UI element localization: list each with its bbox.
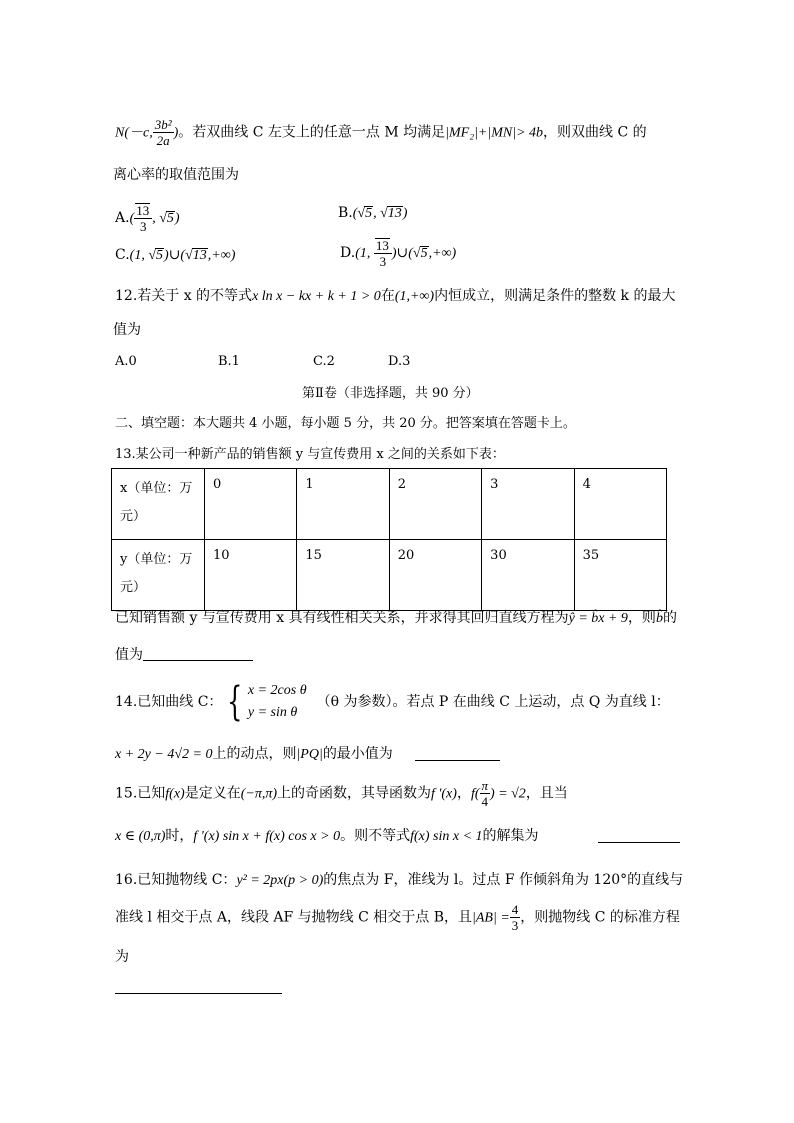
q13-line1: 已知销售额 y 与宣传费用 x 具有线性相关关系，并求得其回归直线方程为ŷ = b̂x + 9，则b̂的	[115, 610, 677, 626]
q16-line2: 准线 l 相交于点 A，线段 AF 与抛物线 C 相交于点 B，且|AB| = $\frac{4}{3}$ ，则抛物线 C 的标准方程	[115, 902, 680, 933]
q13-answer-blank[interactable]	[143, 660, 253, 661]
q15-line1: 15.已知f(x)是定义在(−π,π)上的奇函数，其导函数为f '(x)，f( $\frac{\pi}{4}$ ) = √2，且当	[115, 778, 568, 809]
table-row	[112, 469, 667, 540]
table-cell: 10	[205, 540, 297, 611]
q11-line2: 离心率的取值范围为	[113, 167, 239, 183]
section-title: 第Ⅱ卷（非选择题，共 90 分）	[302, 386, 479, 401]
q11-line1: N(－c, $\frac{\text{3b²}}{2a}$ )。若双曲线 C 左支上的任意一点 M 均满足|MF₂|+|MN|> 4b，则双曲线 C 的	[115, 117, 647, 148]
q12-line1: 12.若关于 x 的不等式x ln x − kx + k + 1 > 0在(1,+∞)内恒成立，则满足条件的整数 k 的最大	[115, 288, 676, 304]
q11-text2: ，则双曲线 C 的	[543, 124, 647, 141]
regression-equation: ŷ = b̂x + 9	[568, 611, 628, 626]
q16-line1: 16.已知抛物线 C：y² = 2px(p > 0)的焦点为 F，准线为 l。过点 F 作倾斜角为 120°的直线与	[115, 872, 684, 888]
param-eq-x: x = 2cos θ	[247, 683, 307, 698]
table-cell: 35	[574, 540, 666, 611]
q16-answer-blank[interactable]	[115, 993, 282, 994]
table-cell: 15	[297, 540, 389, 611]
table-row	[112, 540, 667, 611]
q12-option-a: A.0	[115, 354, 137, 369]
q11-text1: 。若双曲线 C 左支上的任意一点 M 均满足	[178, 124, 446, 141]
q15-line2: x ∈ (0,π)时，f '(x) sin x + f(x) cos x > 0。则不等式f(x) sin x < 1的解集为	[115, 828, 539, 844]
table-cell: 4	[574, 469, 666, 540]
q11-condition: |MF₂|+|MN|> 4b	[445, 125, 544, 141]
q16-line3: 为	[115, 949, 129, 965]
q12-line2: 值为	[113, 322, 141, 338]
q12-option-c: C.2	[313, 354, 335, 369]
point-n: N(－c,	[115, 125, 153, 141]
q11-option-b: B.(√5, √13)	[338, 205, 408, 221]
q13-line2: 值为	[115, 647, 143, 663]
table-cell: 3	[482, 469, 574, 540]
system-brace: {	[227, 679, 243, 725]
q11-option-a: A.( $\frac{13}{3}$ , √5)	[115, 203, 180, 234]
table-cell: 30	[482, 540, 574, 611]
q15-answer-blank[interactable]	[598, 842, 680, 843]
q14-line2: x + 2y − 4√2 = 0上的动点，则|PQ|的最小值为	[115, 746, 393, 762]
q13-table	[111, 468, 667, 611]
q12-option-d: D.3	[388, 354, 411, 369]
param-eq-y: y = sin θ	[247, 705, 298, 720]
q11-option-c: C.(1, √5)∪(√13,+∞)	[115, 247, 236, 263]
point-fraction: $\frac{\text{3b²}}{2a}$	[154, 117, 172, 148]
q12-option-b: B.1	[218, 354, 240, 369]
q14-line1: 14.已知曲线 C： { x = 2cos θ y = sin θ（θ 为参数）。若点 P 在曲线 C 上运动，点 Q 为直线 l：	[115, 679, 670, 725]
table-cell: 1	[297, 469, 389, 540]
q12-inequality: x ln x − kx + k + 1 > 0	[252, 289, 381, 304]
table-cell: 0	[205, 469, 297, 540]
table-header-y: y（单位：万 元）	[112, 540, 205, 611]
q11-option-d: D.(1, $\frac{13}{3}$ )∪(√5,+∞)	[340, 238, 457, 269]
section-heading: 二、填空题：本大题共 4 小题，每小题 5 分，共 20 分。把答案填在答题卡上。	[115, 416, 576, 431]
table-cell: 2	[389, 469, 481, 540]
table-cell: 20	[389, 540, 481, 611]
q14-answer-blank[interactable]	[415, 760, 500, 761]
q13-intro: 13.某公司一种新产品的销售额 y 与宣传费用 x 之间的关系如下表：	[115, 447, 505, 462]
table-header-x: x（单位：万 元）	[112, 469, 205, 540]
